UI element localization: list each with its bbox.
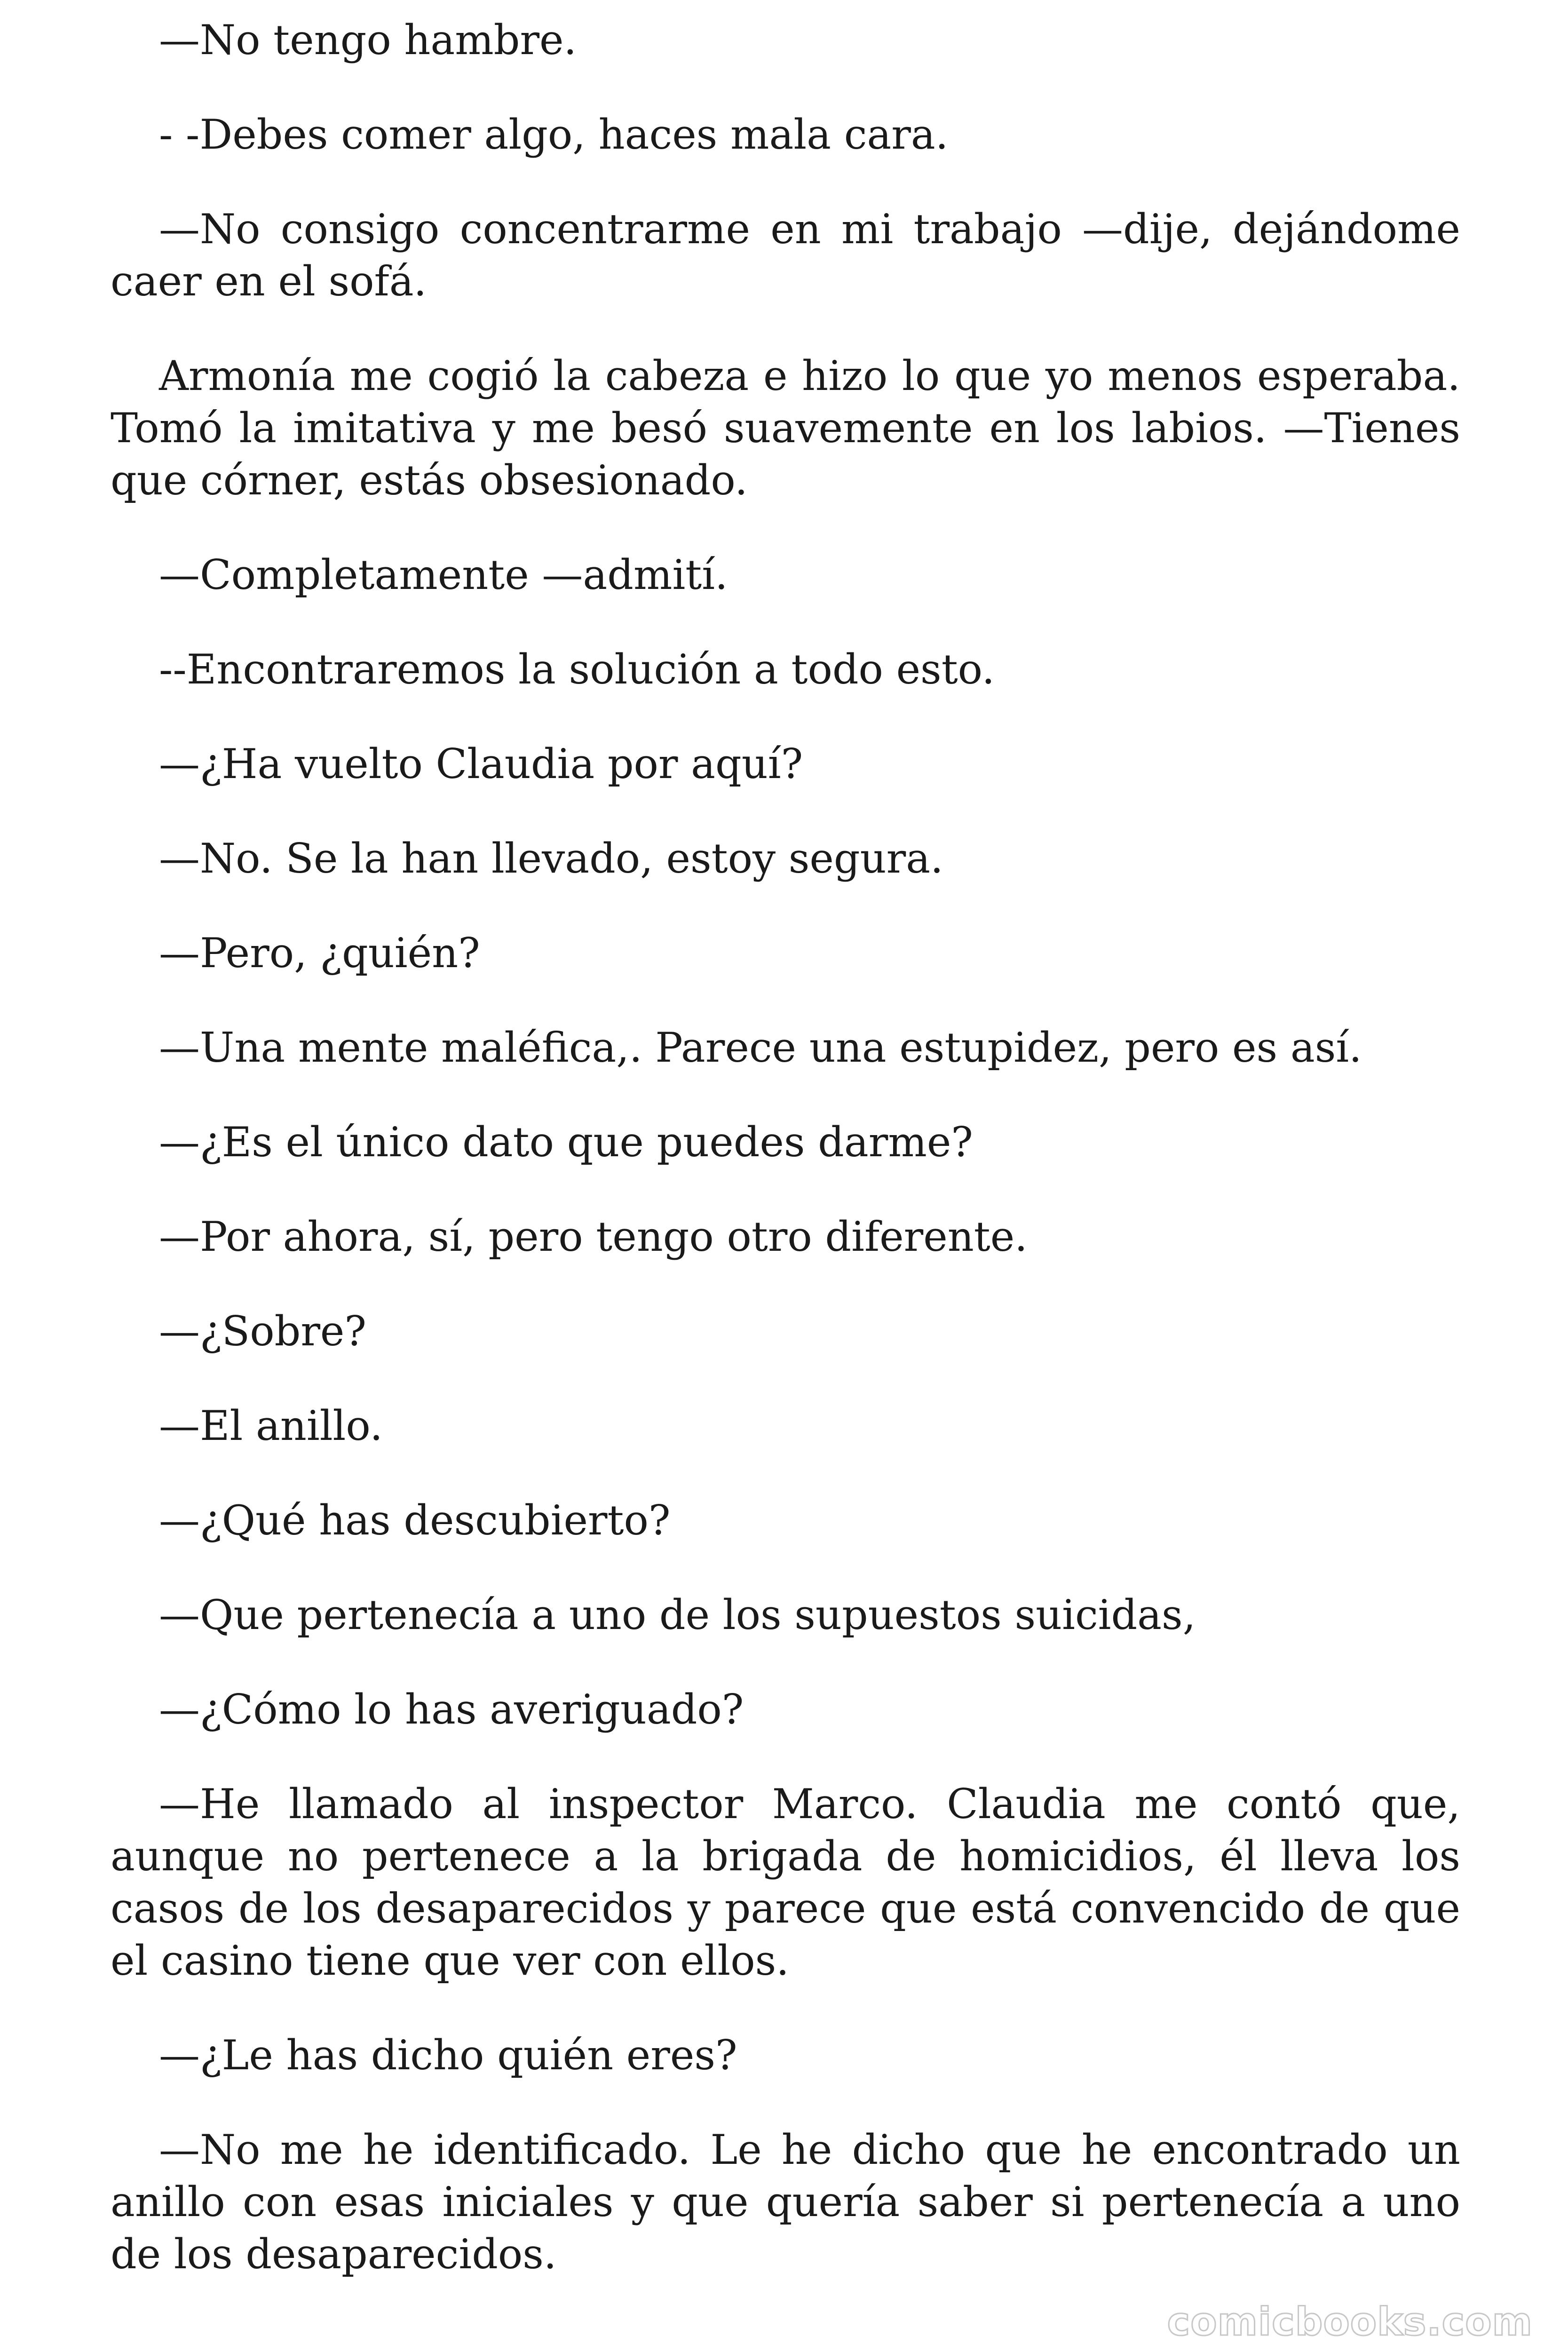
- paragraph: —He llamado al inspector Marco. Claudia me contó que, aunque no pertenece a la brigada de homicidios, él lleva los casos de los desaparecidos y parece que está convencido de que el casino tiene que ver con ellos.: [111, 1780, 1460, 1985]
- paragraph: —¿Ha vuelto Claudia por aquí?: [159, 740, 803, 788]
- paragraph: —¿Cómo lo has averiguado?: [159, 1685, 744, 1733]
- paragraph: --Encontraremos la solución a todo esto.: [159, 645, 995, 693]
- watermark-logo: comicbooks.com: [1167, 2300, 1533, 2344]
- book-page-text: [111, 14, 1460, 2323]
- paragraph: —No me he identificado. Le he dicho que he encontrado un anillo con esas iniciales y que quería saber si pertenecía a uno de los desaparecidos.: [111, 2126, 1460, 2278]
- paragraph: —Una mente maléfica,. Parece una estupidez, pero es así.: [159, 1024, 1362, 1072]
- paragraph: —El anillo.: [159, 1402, 383, 1450]
- paragraph: —No. Se la han llevado, estoy segura.: [159, 834, 943, 882]
- paragraph: —Por ahora, sí, pero tengo otro diferente.: [159, 1213, 1028, 1261]
- paragraph: —No tengo hambre.: [159, 16, 577, 64]
- paragraph: - -Debes comer algo, haces mala cara.: [159, 111, 949, 159]
- paragraph: —Pero, ¿quién?: [159, 929, 480, 977]
- paragraph: —¿Le has dicho quién eres?: [159, 2031, 737, 2079]
- paragraph: —¿Es el único dato que puedes darme?: [159, 1118, 973, 1166]
- paragraph: —No consigo concentrarme en mi trabajo —dije, dejándome caer en el sofá.: [111, 205, 1460, 305]
- paragraph: —Completamente —admití.: [159, 551, 728, 599]
- paragraph: —¿Sobre?: [159, 1307, 367, 1355]
- paragraph: Armonía me cogió la cabeza e hizo lo que yo menos esperaba. Tomó la imitativa y me besó suavemente en los labios. —Tienes que córner, estás obsesionado.: [111, 352, 1460, 504]
- paragraph: —¿Qué has descubierto?: [159, 1496, 671, 1544]
- paragraph: —Que pertenecía a uno de los supuestos suicidas,: [159, 1591, 1196, 1639]
